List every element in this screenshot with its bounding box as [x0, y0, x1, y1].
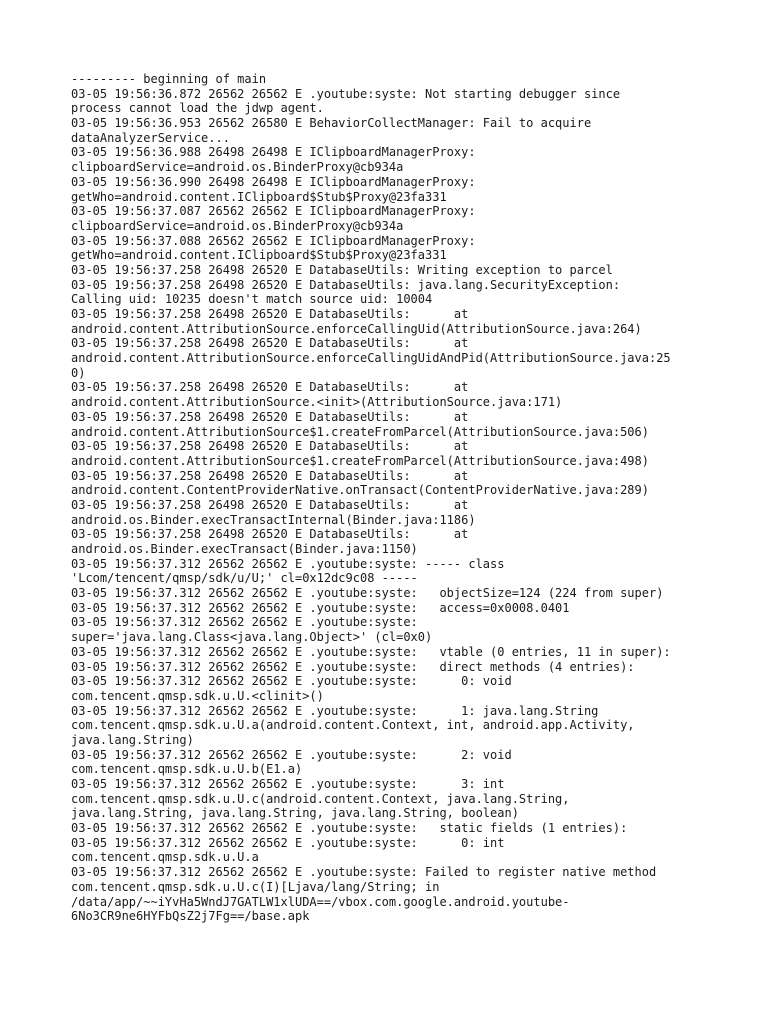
- log-line: 03-05 19:56:37.258 26498 26520 E DatabaseUtils: at: [71, 380, 469, 395]
- log-line: com.tencent.qmsp.sdk.u.U.b(E1.a): [71, 762, 303, 777]
- log-line: 03-05 19:56:37.312 26562 26562 E .youtube:syste:: [71, 615, 418, 630]
- log-line: 'Lcom/tencent/qmsp/sdk/u/U;' cl=0x12dc9c08 -----: [71, 571, 418, 586]
- log-line: android.os.Binder.execTransactInternal(Binder.java:1186): [71, 512, 476, 527]
- log-line: 03-05 19:56:37.312 26562 26562 E .youtube:syste: direct methods (4 entries):: [71, 659, 635, 674]
- log-line: 03-05 19:56:37.312 26562 26562 E .youtube:syste: 1: java.lang.String: [71, 703, 599, 718]
- log-line: 03-05 19:56:37.312 26562 26562 E .youtube:syste: vtable (0 entries, 11 in super):: [71, 644, 671, 659]
- log-line: 03-05 19:56:37.088 26562 26562 E IClipboardManagerProxy:: [71, 233, 476, 248]
- log-line: getWho=android.content.IClipboard$Stub$Proxy@23fa331: [71, 248, 447, 263]
- log-line: 03-05 19:56:37.258 26498 26520 E DatabaseUtils: java.lang.SecurityException:: [71, 277, 621, 292]
- log-line: 03-05 19:56:37.312 26562 26562 E .youtube:syste: access=0x0008.0401: [71, 600, 570, 615]
- log-line: 03-05 19:56:37.258 26498 26520 E DatabaseUtils: at: [71, 497, 469, 512]
- log-line: super='java.lang.Class<java.lang.Object>' (cl=0x0): [71, 630, 433, 645]
- log-line: 03-05 19:56:36.872 26562 26562 E .youtube:syste: Not starting debugger since: [71, 86, 621, 101]
- log-line: 0): [71, 365, 86, 380]
- log-line: android.content.AttributionSource$1.createFromParcel(AttributionSource.java:498): [71, 453, 649, 468]
- log-line: 03-05 19:56:37.312 26562 26562 E .youtube:syste: 0: int: [71, 835, 505, 850]
- log-line: getWho=android.content.IClipboard$Stub$Proxy@23fa331: [71, 189, 447, 204]
- log-line: 03-05 19:56:37.312 26562 26562 E .youtube:syste: 3: int: [71, 777, 505, 791]
- log-line: android.os.Binder.execTransact(Binder.java:1150): [71, 542, 418, 556]
- log-line: 03-05 19:56:37.312 26562 26562 E .youtube:syste: 0: void: [71, 674, 512, 689]
- log-line: 03-05 19:56:37.258 26498 26520 E DatabaseUtils: at: [71, 468, 469, 483]
- log-line: android.content.AttributionSource.<init>(AttributionSource.java:171): [71, 395, 563, 410]
- log-line: clipboardService=android.os.BinderProxy@cb934a: [71, 160, 404, 175]
- log-line: 03-05 19:56:37.312 26562 26562 E .youtube:syste: objectSize=124 (224 from super): [71, 586, 664, 601]
- log-line: 03-05 19:56:37.312 26562 26562 E .youtube:syste: ----- class: [71, 556, 505, 571]
- log-line: clipboardService=android.os.BinderProxy@cb934a: [71, 218, 404, 233]
- log-line: com.tencent.qmsp.sdk.u.U.c(android.content.Context, java.lang.String,: [71, 791, 570, 806]
- log-line: dataAnalyzerService...: [71, 130, 230, 145]
- log-line: 03-05 19:56:37.312 26562 26562 E .youtube:syste: 2: void: [71, 747, 512, 762]
- log-line: 03-05 19:56:37.312 26562 26562 E .youtube:syste: Failed to register native method: [71, 865, 657, 880]
- log-line: android.content.AttributionSource.enforceCallingUidAndPid(AttributionSource.java:25: [71, 351, 671, 366]
- log-line: 03-05 19:56:36.988 26498 26498 E IClipboardManagerProxy:: [71, 145, 476, 160]
- log-line: android.content.ContentProviderNative.onTransact(ContentProviderNative.java:289): [71, 483, 649, 498]
- log-text-block: [71, 72, 731, 924]
- log-line: 6No3CR9ne6HYFbQsZ2j7Fg==/base.apk: [71, 909, 310, 924]
- log-line: 03-05 19:56:37.258 26498 26520 E DatabaseUtils: at: [71, 336, 469, 351]
- log-line: 03-05 19:56:37.258 26498 26520 E DatabaseUtils: at: [71, 527, 469, 542]
- log-line: 03-05 19:56:36.990 26498 26498 E IClipboardManagerProxy:: [71, 174, 476, 189]
- log-line: --------- beginning of main: [71, 72, 267, 86]
- log-line: process cannot load the jdwp agent.: [71, 101, 324, 116]
- log-line: 03-05 19:56:37.258 26498 26520 E DatabaseUtils: Writing exception to parcel: [71, 262, 613, 277]
- log-line: android.content.AttributionSource$1.createFromParcel(AttributionSource.java:506): [71, 424, 649, 439]
- log-line: 03-05 19:56:37.258 26498 26520 E DatabaseUtils: at: [71, 439, 469, 454]
- log-line: 03-05 19:56:37.258 26498 26520 E DatabaseUtils: at: [71, 409, 469, 424]
- log-line: java.lang.String): [71, 732, 194, 747]
- log-line: /data/app/~~iYvHa5WndJ7GATLW1xlUDA==/vbox.com.google.android.youtube-: [71, 894, 570, 909]
- log-line: com.tencent.qmsp.sdk.u.U.a: [71, 850, 259, 865]
- log-line: 03-05 19:56:37.258 26498 26520 E DatabaseUtils: at: [71, 307, 469, 321]
- log-line: com.tencent.qmsp.sdk.u.U.c(I)[Ljava/lang/String; in: [71, 879, 440, 894]
- log-line: Calling uid: 10235 doesn't match source uid: 10004: [71, 292, 433, 307]
- log-line: com.tencent.qmsp.sdk.u.U.a(android.content.Context, int, android.app.Activity,: [71, 718, 635, 733]
- log-line: android.content.AttributionSource.enforceCallingUid(AttributionSource.java:264): [71, 321, 642, 336]
- log-line: 03-05 19:56:37.312 26562 26562 E .youtube:syste: static fields (1 entries):: [71, 821, 628, 836]
- log-line: 03-05 19:56:36.953 26562 26580 E BehaviorCollectManager: Fail to acquire: [71, 116, 592, 131]
- log-line: 03-05 19:56:37.087 26562 26562 E IClipboardManagerProxy:: [71, 204, 476, 219]
- log-line: java.lang.String, java.lang.String, java.lang.String, boolean): [71, 806, 519, 821]
- log-line: com.tencent.qmsp.sdk.u.U.<clinit>(): [71, 688, 324, 703]
